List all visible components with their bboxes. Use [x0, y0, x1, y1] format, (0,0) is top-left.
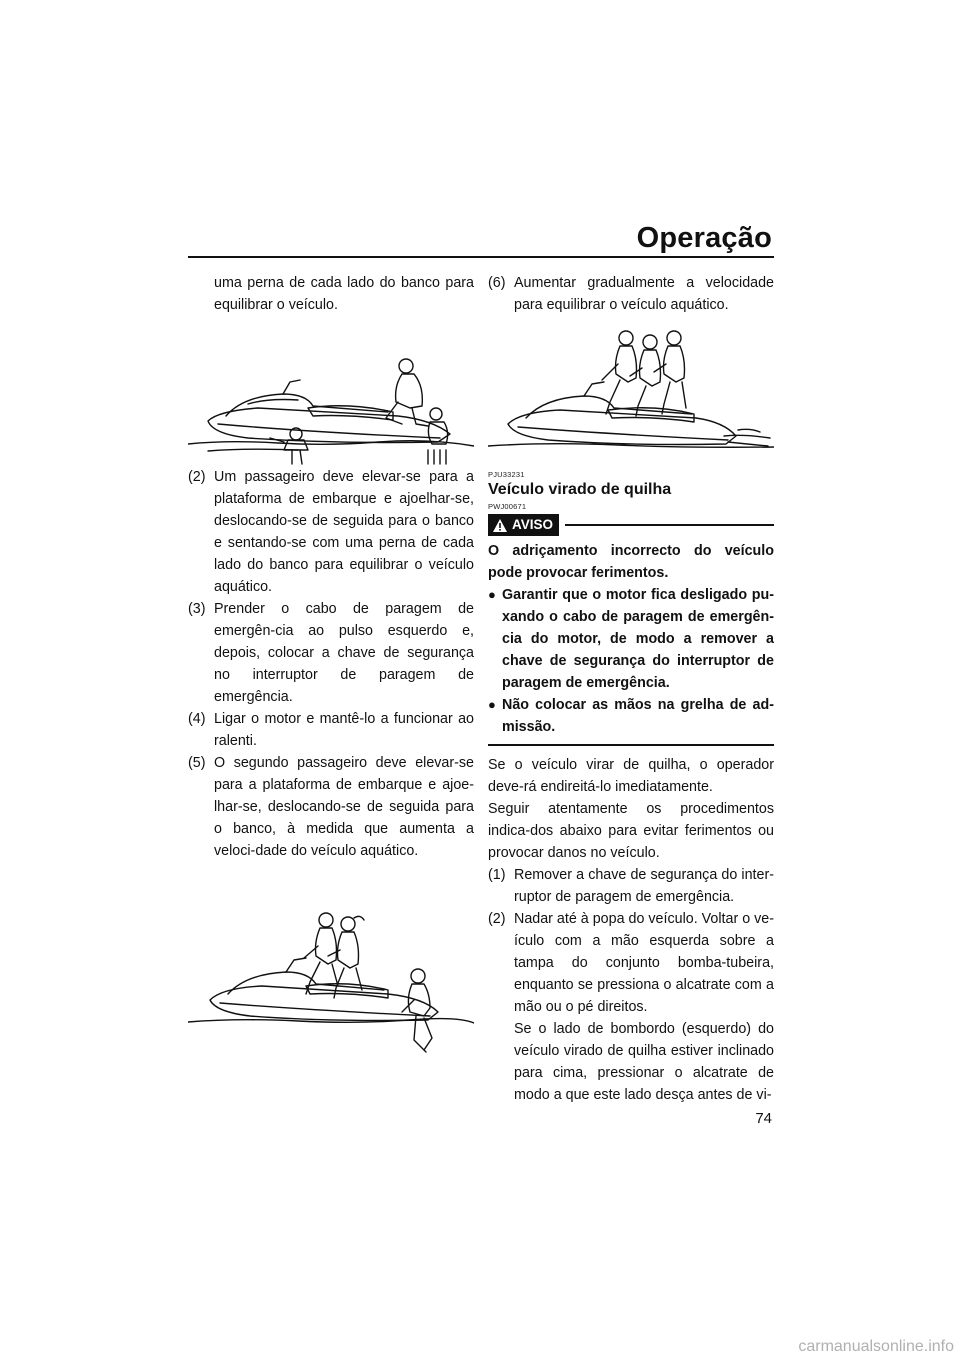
step-3: (3) Prender o cabo de paragem de emergên-cia ao pulso esquerdo e, depois, colocar a chave de segurança no interruptor de paragem de emergência.: [188, 601, 474, 705]
bullet-dot-icon: ●: [488, 697, 496, 712]
step-4: (4) Ligar o motor e mantê-lo a funcionar ao ralenti.: [188, 711, 474, 749]
section-title: Veículo virado de quilha: [488, 481, 672, 498]
page-number: 74: [755, 1110, 772, 1127]
watermark-text: carmanualsonline.info: [798, 1338, 954, 1355]
warning-triangle-icon: [492, 518, 508, 533]
warning-code: PWJ00671: [488, 502, 527, 511]
warning-bullet-2: ● Não colocar as mãos na grelha de ad-missão.: [488, 694, 774, 738]
left-steps-list: [188, 466, 474, 862]
page-title: Operação: [636, 222, 772, 254]
left-column: [188, 272, 474, 1060]
step-6: (6) Aumentar gradualmente a velocidade para equilibrar o veículo aquático.: [488, 275, 774, 313]
warning-bullet-1: ● Garantir que o motor fica desligado pu-xando o cabo de paragem de emergên-cia do motor, de modo a remover a chave de segurança do interruptor de paragem de emergência.: [488, 584, 774, 694]
step-5: (5) O segundo passageiro deve elevar-se para a plataforma de embarque e ajoe-lhar-se, deslocando-se de seguida para o banco, à medida que aumenta a veloci-dade do veículo aquático.: [188, 755, 474, 859]
watercraft-two-riders-illustration: [188, 890, 474, 1060]
bullet-dot-icon: ●: [488, 587, 496, 602]
paragraph-2: Seguir atentamente os procedimentos indica-dos abaixo para evitar ferimentos ou provocar danos no veículo.: [488, 801, 774, 861]
intro-continuation: uma perna de cada lado do banco para equilibrar o veículo.: [214, 275, 474, 313]
right-step-2-continuation: Se o lado de bombordo (esquerdo) do veículo virado de quilha estiver inclinado para cima, pressionar o alcatrate de modo a que este lado desça antes de vi-: [514, 1021, 774, 1103]
right-step-1: (1) Remover a chave de segurança do inter-ruptor de paragem de emergência.: [488, 867, 774, 905]
paragraph-1: Se o veículo virar de quilha, o operador deve-rá endireitá-lo imediatamente.: [488, 757, 774, 795]
watercraft-three-riders-illustration: [488, 316, 774, 466]
section-code: PJU33231: [488, 470, 525, 479]
warning-label: AVISO: [512, 517, 554, 532]
warning-box: [488, 540, 774, 746]
warning-intro: O adriçamento incorrecto do veículo pode provocar ferimentos.: [488, 543, 774, 581]
right-column: [488, 272, 774, 1106]
warning-top-rule: [565, 524, 774, 526]
header-rule: [188, 256, 774, 258]
warning-header: [488, 514, 774, 536]
watercraft-boarding-rear-illustration: [188, 316, 474, 466]
right-step-2: (2) Nadar até à popa do veículo. Voltar o ve-ículo com a mão esquerda sobre a tampa do conjunto bomba-tubeira, enquanto se pressiona o alcatrate com a mão ou o pé direitos.: [488, 911, 774, 1015]
step-2: (2) Um passageiro deve elevar-se para a plataforma de embarque e ajoelhar-se, deslocando-se de seguida para o banco e sentando-se com uma perna de cada lado do banco para equilibrar o veículo aquático.: [188, 469, 474, 595]
warning-badge: [488, 514, 559, 536]
